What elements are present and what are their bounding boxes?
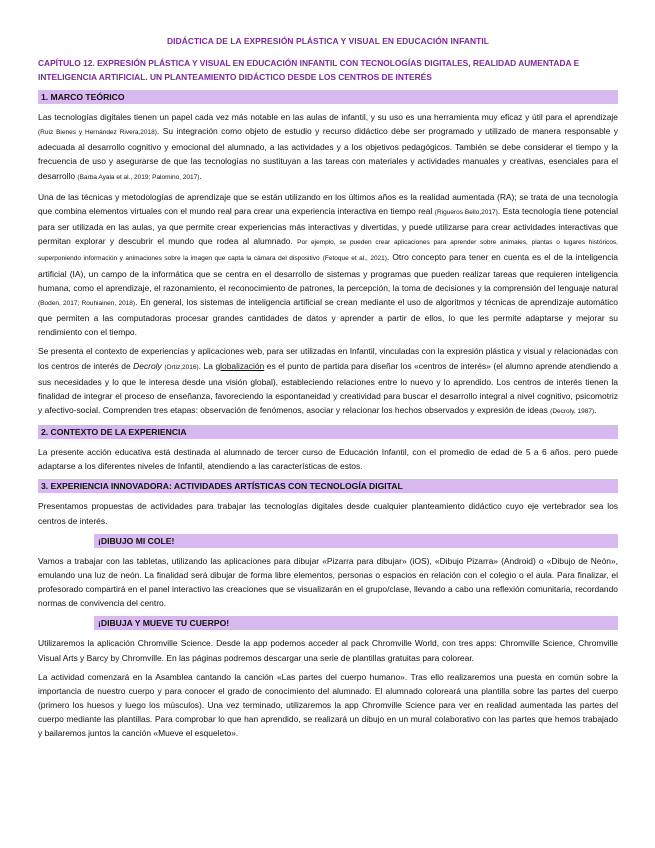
paragraph: Utilizaremos la aplicación Chromville Science. Desde la app podemos acceder al pack Chromville World, con tres apps: Chromville Science, Chromville Visual Arts y Barcy by Chromville. En las páginas podremos descargar una serie de plantillas gratuitas para colorear. [38, 638, 618, 663]
paragraph [38, 190, 618, 340]
small-text: Por ejemplo, se pueden crear aplicaciones para aprender sobre animales, plantas o lugares históricos, superponiendo información y animaciones sobre la imagen que capta la cámara del dispositivo [38, 239, 618, 263]
paragraph: Se presenta el contexto de experiencias y aplicaciones web, para ser utilizadas en Infantil, vinculadas con la expresión plástica y visual y relacionadas con los centros de interés de Decroly (Ortiz,2016). La globalización es el punto de partida para diseñar los «centros de interés» (el alumno aprende atendiendo a sus necesidades y lo que le interesa desde una visión global), estableciendo relaciones entre lo nuevo y lo aprendido. Los centros de interés tienen la finalidad de integrar el proceso de enseñanza, favoreciendo la espontaneidad y creatividad para buscar el desarrollo integral a nivel cognitivo, psicomotriz y afectivo-social. Comprenden tres etapas: observación de fenómenos, asociar y relacionar los hechos observados y expresión de ideas (Decroly, 1987). [38, 346, 618, 415]
citation: (Ortiz,2016) [164, 363, 199, 371]
section-heading-marco-teorico: 1. MARCO TEÓRICO [38, 90, 618, 104]
text: . En general, los sistemas de inteligencia artificial se crean mediante el uso de algoritmos y técnicas de aprendizaje automático que permiten a las computadoras procesar grandes cantidades de datos y aprender a partir de ellos, lo que les permite adaptarse y mejorar su rendimiento con el tiempo. [38, 296, 618, 338]
text: . La [198, 360, 213, 371]
section-heading-experiencia: 3. EXPERIENCIA INNOVADORA: ACTIVIDADES ARTÍSTICAS CON TECNOLOGÍA DIGITAL [38, 479, 618, 493]
paragraph: Las tecnologías digitales tienen un papel cada vez más notable en las aulas de infantil, y su uso es una herramienta muy eficaz y útil para el aprendizaje (Ruiz Bienes y Hernández Rivera,2018). Su integración como objeto de estudio y recurso didáctico debe ser programado y utilizado de manera responsable y adecuada al desarrollo cognitivo y emocional del alumnado, a las actividades y a los objetivos pedagógicos. También se debe considerar el tiempo y la frecuencia de uso y asegurarse de que las tecnologías no sustituyan a las tareas con materiales y actividades manuales y creativas, esenciales para el desarrollo (Barba Ayala et al., 2019; Palomino, 2017). [38, 112, 618, 181]
text: . Otro concepto para tener en cuenta es el de la inteligencia artificial (IA), un campo de la informática que se centra en el desarrollo de sistemas y programas que pueden realizar tareas que requieren inteligencia humana, como el aprendizaje, el razonamiento, el reconocimiento de patrones, la percepción, la toma de decisiones y la comprensión del lenguaje natural [38, 252, 618, 293]
paragraph: La presente acción educativa está destinada al alumnado de tercer curso de Educación Infantil, con el promedio de edad de 5 a 6 años. pero puede adaptarse a los diferentes niveles de Infantil, atendiendo a las características de estos. [38, 447, 618, 472]
underlined-term: globalización [215, 360, 265, 371]
citation: (Fetoque et al., 2021) [322, 255, 387, 263]
document-page [38, 36, 618, 745]
citation: (Decroly, 1987) [550, 407, 595, 415]
chapter-title: CAPÍTULO 12. EXPRESIÓN PLÁSTICA Y VISUAL EN EDUCACIÓN INFANTIL CON TECNOLOGÍAS DIGITALES, REALIDAD AUMENTADA E INTELIGENCIA ARTIFICIAL. UN PLANTEAMIENTO DIDÁCTICO DESDE LOS CENTROS DE INTERÉS [38, 58, 580, 82]
citation: (Barba Ayala et al., 2019; Palomino, 2017) [77, 173, 200, 181]
text: es el punto de partida para diseñar los «centros de interés» (el alumno aprende atendiendo a sus necesidades y lo que le interesa desde una visión global), estableciendo relaciones entre lo nuevo y lo aprendido. Los centros de interés tienen la finalidad de integrar el proceso de enseñanza, favoreciendo la espontaneidad y creatividad para buscar el desarrollo integral a nivel cognitivo, psicomotriz y afectivo-social. Comprenden tres etapas: observación de fenómenos, asociar y relacionar los hechos observados y expresión de ideas [38, 360, 618, 415]
text: . Su integración como objeto de estudio y recurso didáctico debe ser programado y utilizado de manera responsable y adecuada al desarrollo cognitivo y emocional del alumnado, a las actividades y a los objetivos pedagógicos. También se debe considerar el tiempo y la frecuencia de uso y asegurarse de que las tecnologías no sustituyan a las tareas con materiales y actividades manuales y creativas, esenciales para el desarrollo [38, 126, 618, 181]
text: . Esta tecnología tiene potencial para ser utilizada en las aulas, ya que permite crear experiencias más interactivas y divertidas, y puede utilizarse para crear actividades interactivas que permitan explorar y descubrir el mundo que rodea al alumnado. [38, 205, 618, 247]
paragraph: Vamos a trabajar con las tabletas, utilizando las aplicaciones para dibujar «Pizarra para dibujar» (iOS), «Dibujo Pizarra» (Android) o «Dibujo de Neón», emulando una luz de neón. La finalidad será dibujar de forma libre elementos, personas o espacios en relación con el colegio o el aula. Para finalizar, el profesorado compartirá en el panel interactivo las creaciones que se visualizarán en el grupo/clase, llevando a cabo una reflexión comunitaria, recordando normas de convivencia del centro. [38, 555, 618, 609]
subheading-dibujo-mi-cole: ¡DIBUJO MI COLE! [94, 534, 618, 548]
citation: (Rigueros Bello,2017) [434, 208, 498, 216]
text: Se presenta el contexto de experiencias y aplicaciones web, para ser utilizadas en Infantil, vinculadas con la expresión plástica y visual y relacionadas con los centros de interés de [38, 346, 618, 371]
citation: (Boden, 2017; Rouhiainen, 2018) [38, 299, 136, 307]
paragraph: La actividad comenzará en la Asamblea cantando la canción «Las partes del cuerpo humano». Tras ello realizaremos una puesta en común sobre la importancia de nuestro cuerpo y para conocer el grado de conocimiento del alumnado. El alumnado coloreará una plantilla sobre las partes del cuerpo (primero los huesos y luego los músculos). Una vez terminado, utilizaremos la app Chromville Science para ver en realidad aumentada las partes del cuerpo mediante las plantillas. Para comprobar lo que han aprendido, se realizará un dibujo en un mural colaborativo con las partes que hemos trabajado y bailaremos juntos la canción «Mueve el esqueleto». [38, 671, 618, 739]
section-heading-contexto: 2. CONTEXTO DE LA EXPERIENCIA [38, 425, 618, 439]
paragraph: Presentamos propuestas de actividades para trabajar las tecnologías digitales desde cualquier planteamiento didáctico cuyo eje vertebrador sea los centros de interés. [38, 501, 618, 526]
subheading-dibuja-y-mueve: ¡DIBUJA Y MUEVE TU CUERPO! [94, 616, 618, 630]
book-title: DIDÁCTICA DE LA EXPRESIÓN PLÁSTICA Y VISUAL EN EDUCACIÓN INFANTIL [167, 36, 489, 46]
text: Una de las técnicas y metodologías de aprendizaje que se están utilizando en los últimos años es la realidad aumentada (RA); se trata de una tecnología que combina elementos virtuales con el mundo real para crear una experiencia interactiva en tiempo real [38, 191, 618, 216]
emphasis: Decroly [133, 360, 162, 371]
citation: (Ruiz Bienes y Hernández Rivera,2018) [38, 129, 157, 137]
text: Las tecnologías digitales tienen un papel cada vez más notable en las aulas de infantil, y su uso es una herramienta muy eficaz y útil para el aprendizaje [38, 112, 618, 122]
